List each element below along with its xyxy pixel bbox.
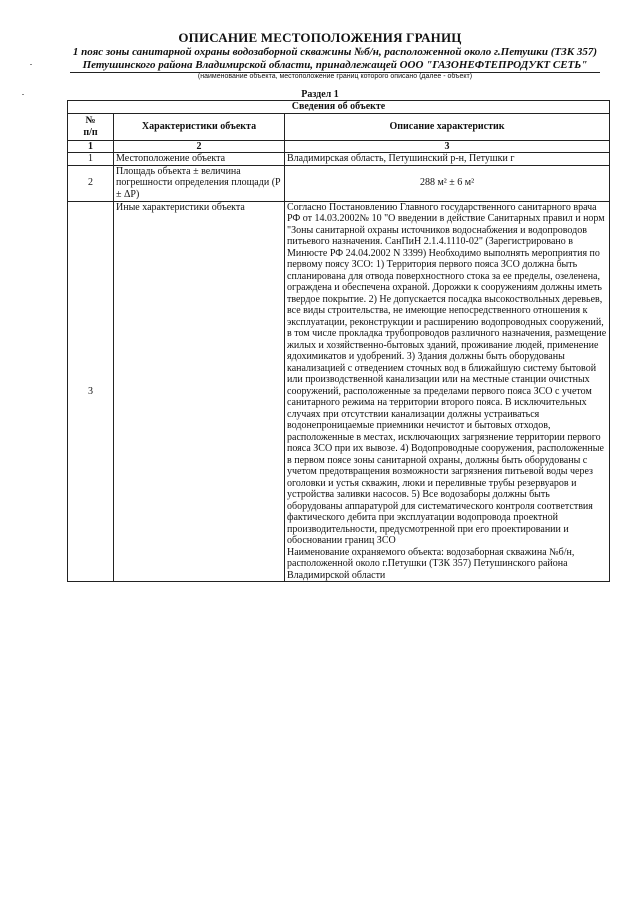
table-row (68, 201, 610, 582)
object-name-caption: (наименование объекта, местоположение границ которого описано (далее - объект) (197, 73, 473, 80)
row-description: 288 м² ± 6 м² (285, 165, 610, 201)
row-characteristic: Местоположение объекта (114, 153, 285, 166)
column-number-2: 2 (114, 140, 285, 153)
object-info-table (67, 100, 610, 582)
column-header-number (68, 113, 114, 140)
table-row (68, 153, 610, 166)
section-label: Раздел 1 (301, 89, 339, 100)
column-number-1: 1 (68, 140, 114, 153)
column-header-row (68, 113, 610, 140)
protected-object-name: Наименование охраняемого объекта: водозаборная скважина №б/н, расположенной около г.Петушки (ТЗК 357) Петушинского района Владимирской области (287, 546, 575, 581)
column-header-number-text: № п/п (83, 115, 98, 138)
row-description-text: Согласно Постановлению Главного государственного санитарного врача РФ от 14.03.2002№ 10 "О введении в действие Санитарных правил и норм "Зоны санитарной охраны источников водоснабжения и водопроводов питьевого назначения. СанПиН 2.1.4.1110-02" (Зарегистрировано в Минюсте РФ 24.04.2002 N 3399) Необходимо выполнять мероприятия по первому поясу ЗСО: 1) Территория первого пояса ЗСО должна быть спланирована для отвода поверхностного стока за ее пределы, озеленена, ограждена и обеспечена охраной. Дорожки к сооружениям должны иметь твердое покрытие. 2) Не допускается посадка высокоствольных деревьев, все виды строительства, не имеющие непосредственного отношения к эксплуатации, реконструкции и расширению водопроводных сооружений, в том числе прокладка трубопроводов различного назначения, размещение жилых и хозяйственно-бытовых зданий, проживание людей, применение ядохимикатов и удобрений. 3) Здания должны быть оборудованы канализацией с отведением сточных вод в ближайшую систему бытовой или производственной канализации или на местные станции очистных сооружений, расположенные за пределами первого пояса ЗСО с учетом санитарного режима на территории второго пояса. В исключительных случаях при отсутствии канализации должны устраиваться водонепроницаемые приемники нечистот и бытовых отходов, расположенные в местах, исключающих загрязнение территории первого пояса ЗСО при их вывозе. 4) Водопроводные сооружения, расположенные в первом поясе зоны санитарной охраны, должны быть оборудованы с учетом предотвращения возможности загрязнения питьевой воды через оголовки и устья скважин, люки и переливные трубы резервуаров и устройства заливки насосов. 5) Все водозаборы должны быть оборудованы аппаратурой для систематического контроля соответствия фактического дебита при эксплуатации водопровода проектной производительности, предусмотренной при его проектировании и обосновании границ ЗСО (287, 201, 607, 546)
row-description: Владимирская область, Петушинский р-н, Петушки г (285, 153, 610, 166)
object-name-line-1: 1 пояс зоны санитарной охраны водозаборной скважины №б/н, расположенной около г.Петушки (ТЗК 357) (72, 46, 598, 58)
row-characteristic: Площадь объекта ± величина погрешности определения площади (P ± ΔP) (114, 165, 285, 201)
document-title: ОПИСАНИЕ МЕСТОПОЛОЖЕНИЯ ГРАНИЦ (178, 30, 462, 45)
row-description (285, 201, 610, 582)
row-characteristic: Иные характеристики объекта (114, 201, 285, 582)
table-row (68, 165, 610, 201)
column-number-row (68, 140, 610, 153)
column-header-characteristic: Характеристики объекта (114, 113, 285, 140)
table-title: Сведения об объекте (68, 101, 610, 114)
row-number: 2 (68, 165, 114, 201)
column-number-3: 3 (285, 140, 610, 153)
row-number: 3 (68, 201, 114, 582)
row-number: 1 (68, 153, 114, 166)
scan-mark (30, 64, 32, 65)
object-name-line-2: Петушинского района Владимирской области, принадлежащей ООО "ГАЗОНЕФТЕПРОДУКТ СЕТЬ" (70, 59, 600, 73)
column-header-description: Описание характеристик (285, 113, 610, 140)
table-title-row (68, 101, 610, 114)
